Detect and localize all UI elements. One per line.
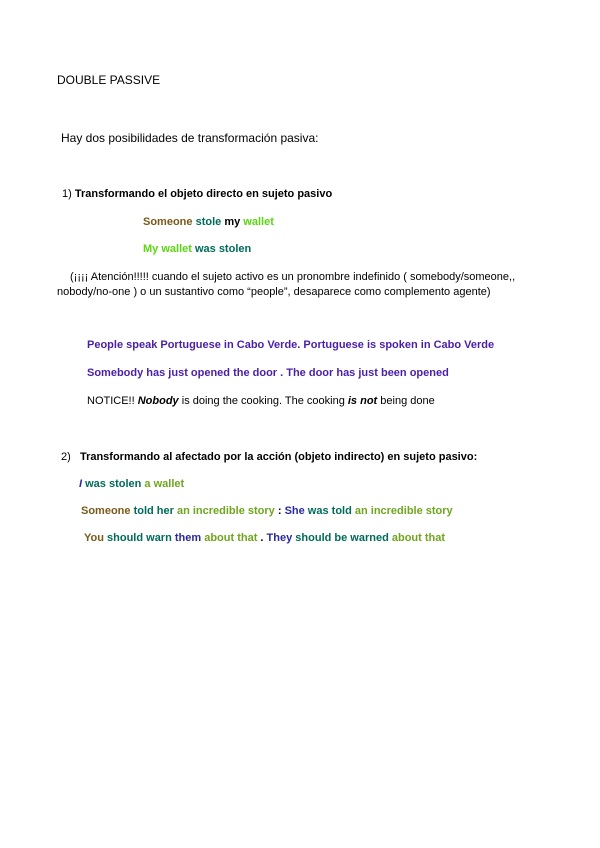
word-told-her: told her bbox=[130, 505, 174, 517]
word-incredible-story-1: an incredible story bbox=[173, 505, 275, 517]
word-was-stolen: was stolen bbox=[194, 243, 252, 255]
intro-text: Hay dos posibilidades de transformación pasiva: bbox=[61, 131, 319, 145]
example-i-was-stolen bbox=[79, 478, 184, 491]
attention-note-line1: (¡¡¡¡ Atención!!!!! cuando el sujeto activo es un pronombre indefinido ( somebody/someone,, bbox=[70, 271, 516, 283]
example-you-should-warn bbox=[84, 532, 445, 545]
notice-suffix: being done bbox=[377, 395, 435, 407]
word-someone-2: Someone bbox=[81, 505, 131, 517]
notice-prefix: NOTICE!! bbox=[87, 395, 138, 407]
word-nobody: Nobody bbox=[137, 395, 179, 407]
word-them: them bbox=[171, 532, 202, 544]
example-active-sentence bbox=[143, 216, 274, 229]
section1-title: Transformando el objeto directo en sujeto pasivo bbox=[74, 188, 333, 200]
word-my-wallet: My wallet bbox=[143, 243, 192, 255]
word-was-told: was told bbox=[304, 505, 352, 517]
word-stole: stole bbox=[195, 216, 222, 228]
word-should-be-warned: should be warned bbox=[292, 532, 389, 544]
example-somebody-opened: Somebody has just opened the door . The door has just been opened bbox=[87, 367, 449, 379]
word-about-that-1: about that bbox=[201, 532, 258, 544]
word-wallet: wallet bbox=[243, 216, 274, 228]
word-i: I bbox=[79, 478, 83, 490]
word-about-that-2: about that bbox=[388, 532, 446, 544]
section2-title: Transformando al afectado por la acción (objeto indirecto) en sujeto pasivo: bbox=[79, 451, 478, 463]
example-passive-sentence bbox=[143, 243, 251, 256]
page-title: DOUBLE PASSIVE bbox=[57, 73, 161, 87]
section2-number: 2) bbox=[61, 451, 71, 463]
word-incredible-story-2: an incredible story bbox=[351, 505, 453, 517]
example-people-speak: People speak Portuguese in Cabo Verde. Portuguese is spoken in Cabo Verde bbox=[87, 339, 495, 351]
dot-separator: . bbox=[257, 532, 264, 544]
section1-heading bbox=[62, 188, 332, 201]
word-a-wallet: a wallet bbox=[141, 478, 185, 490]
word-should-warn: should warn bbox=[103, 532, 172, 544]
word-they: They bbox=[263, 532, 293, 544]
word-my: my bbox=[224, 216, 241, 228]
word-is-not: is not bbox=[347, 395, 378, 407]
section2-heading bbox=[61, 451, 477, 464]
colon-separator: : bbox=[274, 505, 282, 517]
word-she: She bbox=[281, 505, 305, 517]
notice-line bbox=[87, 395, 435, 408]
word-someone: Someone bbox=[143, 216, 193, 228]
section1-number: 1) bbox=[62, 188, 72, 200]
example-someone-told-her bbox=[81, 505, 453, 518]
notice-mid: is doing the cooking. The cooking bbox=[178, 395, 348, 407]
word-was-stolen-2: was stolen bbox=[82, 478, 142, 490]
word-you: You bbox=[84, 532, 104, 544]
attention-note-line2: nobody/no-one ) o un sustantivo como “people”, desaparece como complemento agente) bbox=[57, 286, 491, 298]
